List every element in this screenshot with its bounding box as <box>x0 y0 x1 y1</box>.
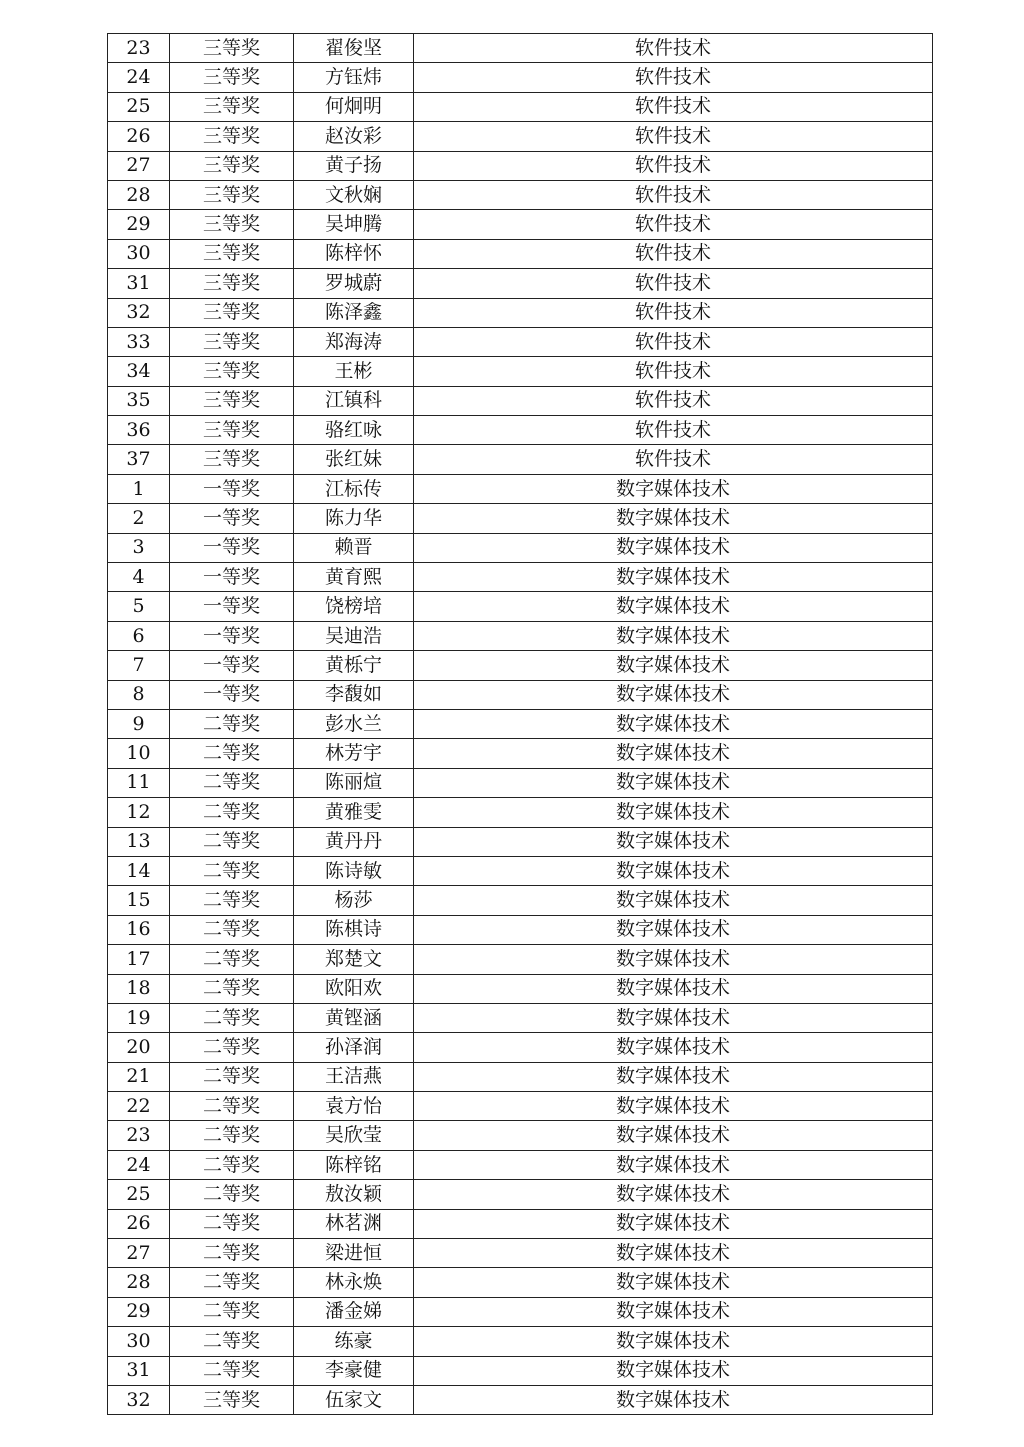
major-cell: 数字媒体技术 <box>414 1003 933 1032</box>
table-row <box>108 1033 933 1062</box>
table-row <box>108 621 933 650</box>
row-number-cell: 10 <box>108 739 170 768</box>
major-cell: 数字媒体技术 <box>414 533 933 562</box>
major-cell: 数字媒体技术 <box>414 1092 933 1121</box>
major-cell: 数字媒体技术 <box>414 1385 933 1414</box>
major-cell: 数字媒体技术 <box>414 945 933 974</box>
award-level-cell: 二等奖 <box>170 768 294 797</box>
award-level-cell: 一等奖 <box>170 621 294 650</box>
major-cell: 软件技术 <box>414 151 933 180</box>
table-row <box>108 210 933 239</box>
row-number-cell: 27 <box>108 151 170 180</box>
row-number-cell: 6 <box>108 621 170 650</box>
major-cell: 数字媒体技术 <box>414 563 933 592</box>
table-row <box>108 34 933 63</box>
award-level-cell: 一等奖 <box>170 533 294 562</box>
row-number-cell: 9 <box>108 709 170 738</box>
award-level-cell: 三等奖 <box>170 1385 294 1414</box>
student-name-cell: 陈梓铭 <box>294 1150 414 1179</box>
award-level-cell: 一等奖 <box>170 563 294 592</box>
award-level-cell: 一等奖 <box>170 592 294 621</box>
award-level-cell: 三等奖 <box>170 34 294 63</box>
major-cell: 软件技术 <box>414 298 933 327</box>
award-level-cell: 二等奖 <box>170 915 294 944</box>
student-name-cell: 文秋娴 <box>294 180 414 209</box>
student-name-cell: 江镇科 <box>294 386 414 415</box>
table-row <box>108 709 933 738</box>
award-level-cell: 三等奖 <box>170 63 294 92</box>
award-level-cell: 一等奖 <box>170 504 294 533</box>
student-name-cell: 骆红咏 <box>294 416 414 445</box>
row-number-cell: 15 <box>108 886 170 915</box>
award-level-cell: 三等奖 <box>170 180 294 209</box>
award-level-cell: 二等奖 <box>170 1062 294 1091</box>
table-row <box>108 1297 933 1326</box>
table-row <box>108 739 933 768</box>
row-number-cell: 2 <box>108 504 170 533</box>
student-name-cell: 吴坤腾 <box>294 210 414 239</box>
table-row <box>108 180 933 209</box>
major-cell: 数字媒体技术 <box>414 886 933 915</box>
row-number-cell: 22 <box>108 1092 170 1121</box>
award-level-cell: 二等奖 <box>170 1033 294 1062</box>
major-cell: 软件技术 <box>414 180 933 209</box>
row-number-cell: 34 <box>108 357 170 386</box>
row-number-cell: 19 <box>108 1003 170 1032</box>
award-level-cell: 二等奖 <box>170 974 294 1003</box>
table-row <box>108 1062 933 1091</box>
row-number-cell: 11 <box>108 768 170 797</box>
student-name-cell: 郑海涛 <box>294 327 414 356</box>
student-name-cell: 孙泽润 <box>294 1033 414 1062</box>
student-name-cell: 李豪健 <box>294 1356 414 1385</box>
student-name-cell: 黄子扬 <box>294 151 414 180</box>
row-number-cell: 35 <box>108 386 170 415</box>
student-name-cell: 黄育熙 <box>294 563 414 592</box>
major-cell: 软件技术 <box>414 92 933 121</box>
row-number-cell: 20 <box>108 1033 170 1062</box>
row-number-cell: 17 <box>108 945 170 974</box>
row-number-cell: 4 <box>108 563 170 592</box>
award-level-cell: 三等奖 <box>170 386 294 415</box>
award-level-cell: 一等奖 <box>170 680 294 709</box>
award-level-cell: 二等奖 <box>170 1327 294 1356</box>
award-level-cell: 三等奖 <box>170 298 294 327</box>
student-name-cell: 饶榜培 <box>294 592 414 621</box>
award-level-cell: 二等奖 <box>170 1003 294 1032</box>
student-name-cell: 袁方怡 <box>294 1092 414 1121</box>
major-cell: 数字媒体技术 <box>414 474 933 503</box>
major-cell: 数字媒体技术 <box>414 651 933 680</box>
row-number-cell: 1 <box>108 474 170 503</box>
award-level-cell: 二等奖 <box>170 1180 294 1209</box>
award-level-cell: 三等奖 <box>170 357 294 386</box>
row-number-cell: 29 <box>108 1297 170 1326</box>
student-name-cell: 郑楚文 <box>294 945 414 974</box>
award-level-cell: 三等奖 <box>170 151 294 180</box>
award-level-cell: 三等奖 <box>170 445 294 474</box>
table-row <box>108 1209 933 1238</box>
row-number-cell: 30 <box>108 1327 170 1356</box>
award-level-cell: 三等奖 <box>170 239 294 268</box>
major-cell: 数字媒体技术 <box>414 1033 933 1062</box>
table-row <box>108 945 933 974</box>
table-row <box>108 151 933 180</box>
row-number-cell: 5 <box>108 592 170 621</box>
row-number-cell: 26 <box>108 1209 170 1238</box>
award-level-cell: 二等奖 <box>170 709 294 738</box>
student-name-cell: 林茗渊 <box>294 1209 414 1238</box>
table-row <box>108 1385 933 1414</box>
table-row <box>108 1239 933 1268</box>
student-name-cell: 黄栎宁 <box>294 651 414 680</box>
major-cell: 软件技术 <box>414 416 933 445</box>
table-row <box>108 474 933 503</box>
major-cell: 数字媒体技术 <box>414 709 933 738</box>
student-name-cell: 潘金娣 <box>294 1297 414 1326</box>
student-name-cell: 张红妹 <box>294 445 414 474</box>
table-row <box>108 798 933 827</box>
row-number-cell: 24 <box>108 1150 170 1179</box>
row-number-cell: 36 <box>108 416 170 445</box>
student-name-cell: 黄铿涵 <box>294 1003 414 1032</box>
student-name-cell: 江标传 <box>294 474 414 503</box>
table-row <box>108 1180 933 1209</box>
row-number-cell: 32 <box>108 1385 170 1414</box>
student-name-cell: 林永焕 <box>294 1268 414 1297</box>
major-cell: 数字媒体技术 <box>414 504 933 533</box>
table-row <box>108 416 933 445</box>
student-name-cell: 翟俊坚 <box>294 34 414 63</box>
row-number-cell: 31 <box>108 1356 170 1385</box>
student-name-cell: 吴迪浩 <box>294 621 414 650</box>
table-row <box>108 1121 933 1150</box>
table-row <box>108 886 933 915</box>
student-name-cell: 李馥如 <box>294 680 414 709</box>
table-row <box>108 1150 933 1179</box>
student-name-cell: 练豪 <box>294 1327 414 1356</box>
student-name-cell: 彭水兰 <box>294 709 414 738</box>
table-row <box>108 327 933 356</box>
table-row <box>108 269 933 298</box>
row-number-cell: 27 <box>108 1239 170 1268</box>
table-row <box>108 915 933 944</box>
major-cell: 软件技术 <box>414 210 933 239</box>
award-level-cell: 三等奖 <box>170 416 294 445</box>
student-name-cell: 陈梓怀 <box>294 239 414 268</box>
student-name-cell: 杨莎 <box>294 886 414 915</box>
row-number-cell: 7 <box>108 651 170 680</box>
student-name-cell: 黄丹丹 <box>294 827 414 856</box>
table-row <box>108 533 933 562</box>
student-name-cell: 陈丽煊 <box>294 768 414 797</box>
row-number-cell: 21 <box>108 1062 170 1091</box>
major-cell: 数字媒体技术 <box>414 856 933 885</box>
row-number-cell: 23 <box>108 1121 170 1150</box>
major-cell: 数字媒体技术 <box>414 1239 933 1268</box>
student-name-cell: 敖汝颖 <box>294 1180 414 1209</box>
student-name-cell: 梁进恒 <box>294 1239 414 1268</box>
award-level-cell: 一等奖 <box>170 474 294 503</box>
award-list-body <box>108 34 933 1415</box>
row-number-cell: 26 <box>108 122 170 151</box>
table-row <box>108 974 933 1003</box>
row-number-cell: 12 <box>108 798 170 827</box>
major-cell: 数字媒体技术 <box>414 1327 933 1356</box>
award-level-cell: 二等奖 <box>170 739 294 768</box>
major-cell: 软件技术 <box>414 122 933 151</box>
row-number-cell: 28 <box>108 1268 170 1297</box>
table-row <box>108 386 933 415</box>
award-level-cell: 二等奖 <box>170 1239 294 1268</box>
award-level-cell: 二等奖 <box>170 1092 294 1121</box>
award-level-cell: 二等奖 <box>170 945 294 974</box>
major-cell: 数字媒体技术 <box>414 974 933 1003</box>
award-level-cell: 三等奖 <box>170 210 294 239</box>
major-cell: 数字媒体技术 <box>414 1062 933 1091</box>
major-cell: 软件技术 <box>414 386 933 415</box>
student-name-cell: 何炯明 <box>294 92 414 121</box>
award-level-cell: 三等奖 <box>170 92 294 121</box>
award-level-cell: 三等奖 <box>170 269 294 298</box>
award-level-cell: 二等奖 <box>170 1121 294 1150</box>
row-number-cell: 30 <box>108 239 170 268</box>
major-cell: 数字媒体技术 <box>414 739 933 768</box>
table-row <box>108 856 933 885</box>
row-number-cell: 37 <box>108 445 170 474</box>
table-row <box>108 1092 933 1121</box>
table-row <box>108 357 933 386</box>
table-row <box>108 1268 933 1297</box>
row-number-cell: 18 <box>108 974 170 1003</box>
table-row <box>108 768 933 797</box>
row-number-cell: 25 <box>108 92 170 121</box>
student-name-cell: 吴欣莹 <box>294 1121 414 1150</box>
award-level-cell: 二等奖 <box>170 1209 294 1238</box>
major-cell: 数字媒体技术 <box>414 1356 933 1385</box>
row-number-cell: 13 <box>108 827 170 856</box>
student-name-cell: 陈泽鑫 <box>294 298 414 327</box>
major-cell: 数字媒体技术 <box>414 1150 933 1179</box>
student-name-cell: 黄雅雯 <box>294 798 414 827</box>
table-row <box>108 239 933 268</box>
major-cell: 数字媒体技术 <box>414 915 933 944</box>
row-number-cell: 3 <box>108 533 170 562</box>
row-number-cell: 24 <box>108 63 170 92</box>
award-list-table <box>107 33 933 1415</box>
table-row <box>108 298 933 327</box>
table-row <box>108 592 933 621</box>
student-name-cell: 陈诗敏 <box>294 856 414 885</box>
row-number-cell: 31 <box>108 269 170 298</box>
row-number-cell: 23 <box>108 34 170 63</box>
major-cell: 数字媒体技术 <box>414 1297 933 1326</box>
major-cell: 软件技术 <box>414 269 933 298</box>
table-row <box>108 92 933 121</box>
major-cell: 数字媒体技术 <box>414 1209 933 1238</box>
major-cell: 数字媒体技术 <box>414 1268 933 1297</box>
row-number-cell: 8 <box>108 680 170 709</box>
student-name-cell: 王洁燕 <box>294 1062 414 1091</box>
major-cell: 软件技术 <box>414 327 933 356</box>
row-number-cell: 28 <box>108 180 170 209</box>
award-level-cell: 二等奖 <box>170 798 294 827</box>
award-level-cell: 二等奖 <box>170 827 294 856</box>
table-row <box>108 680 933 709</box>
major-cell: 数字媒体技术 <box>414 1121 933 1150</box>
table-row <box>108 122 933 151</box>
table-row <box>108 445 933 474</box>
student-name-cell: 伍家文 <box>294 1385 414 1414</box>
student-name-cell: 赖晋 <box>294 533 414 562</box>
student-name-cell: 欧阳欢 <box>294 974 414 1003</box>
major-cell: 数字媒体技术 <box>414 798 933 827</box>
major-cell: 软件技术 <box>414 239 933 268</box>
award-level-cell: 二等奖 <box>170 1297 294 1326</box>
student-name-cell: 陈棋诗 <box>294 915 414 944</box>
major-cell: 数字媒体技术 <box>414 680 933 709</box>
student-name-cell: 罗城蔚 <box>294 269 414 298</box>
table-row <box>108 827 933 856</box>
award-level-cell: 二等奖 <box>170 1268 294 1297</box>
student-name-cell: 方钰炜 <box>294 63 414 92</box>
row-number-cell: 25 <box>108 1180 170 1209</box>
major-cell: 软件技术 <box>414 63 933 92</box>
major-cell: 软件技术 <box>414 445 933 474</box>
major-cell: 软件技术 <box>414 357 933 386</box>
table-row <box>108 1327 933 1356</box>
row-number-cell: 33 <box>108 327 170 356</box>
major-cell: 软件技术 <box>414 34 933 63</box>
major-cell: 数字媒体技术 <box>414 621 933 650</box>
award-level-cell: 一等奖 <box>170 651 294 680</box>
row-number-cell: 29 <box>108 210 170 239</box>
row-number-cell: 14 <box>108 856 170 885</box>
table-row <box>108 1003 933 1032</box>
major-cell: 数字媒体技术 <box>414 1180 933 1209</box>
award-level-cell: 三等奖 <box>170 327 294 356</box>
table-row <box>108 563 933 592</box>
major-cell: 数字媒体技术 <box>414 768 933 797</box>
award-level-cell: 二等奖 <box>170 886 294 915</box>
table-row <box>108 504 933 533</box>
award-level-cell: 二等奖 <box>170 1356 294 1385</box>
student-name-cell: 陈力华 <box>294 504 414 533</box>
row-number-cell: 16 <box>108 915 170 944</box>
table-row <box>108 651 933 680</box>
table-row <box>108 63 933 92</box>
student-name-cell: 赵汝彩 <box>294 122 414 151</box>
award-level-cell: 二等奖 <box>170 856 294 885</box>
major-cell: 数字媒体技术 <box>414 827 933 856</box>
major-cell: 数字媒体技术 <box>414 592 933 621</box>
row-number-cell: 32 <box>108 298 170 327</box>
student-name-cell: 王彬 <box>294 357 414 386</box>
table-row <box>108 1356 933 1385</box>
award-level-cell: 二等奖 <box>170 1150 294 1179</box>
student-name-cell: 林芳宇 <box>294 739 414 768</box>
award-level-cell: 三等奖 <box>170 122 294 151</box>
